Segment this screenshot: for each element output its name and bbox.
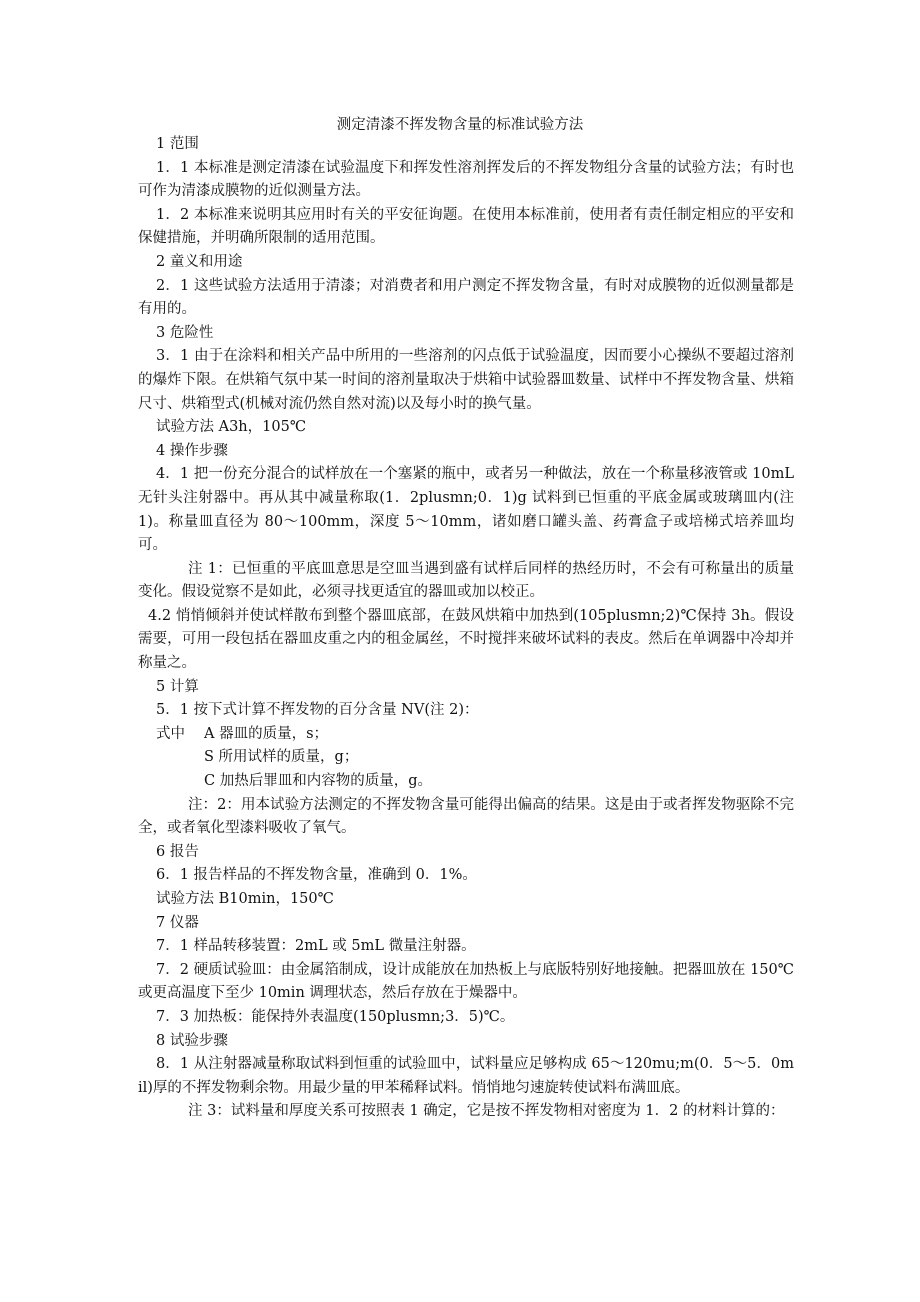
paragraph-1-2: 1．2 本标准来说明其应用时有关的平安征询题。在使用本标准前，使用者有责任制定相应的平安和保健措施，并明确所限制的适用范围。 (138, 206, 794, 247)
section-heading-test-procedure: 8 试验步骤 (156, 1032, 228, 1049)
paragraph-4-1: 4．1 把一份充分混合的试样放在一个塞紧的瓶中，或者另一种做法，放在一个称量移液管或 10mL 无针头注射器中。再从其中减量称取(1．2plusmn;0．1)g 试料到已恒重的平底金属或玻璃皿内(注 1)。称量皿直径为 80～100mm，深度 5～10mm，诸如磨口罐头盖、药膏盒子或培梯式培养皿均可。 (138, 466, 794, 554)
paragraph-4-2: 4.2 悄悄倾斜并使试样散布到整个器皿底部，在鼓风烘箱中加热到(105plusmn;2)℃保持 3h。假设需要，可用一段包括在器皿皮重之内的租金属丝，不时搅拌来破坏试料的表皮。然后在单调器中冷却并称量之。 (138, 607, 794, 672)
paragraph-5-1: 5．1 按下式计算不挥发物的百分含量 NV(注 2)： (156, 702, 479, 719)
document-body (138, 133, 794, 1124)
paragraph-7-2: 7．2 硬质试验皿：由金属箔制成，设计成能放在加热板上与底版特别好地接触。把器皿放在 150℃或更高温度下至少 10min 调理状态，然后存放在于燥器中。 (138, 961, 794, 1002)
paragraph-7-3: 7．3 加热板：能保持外表温度(150plusmn;3．5)℃。 (156, 1008, 515, 1025)
variable-s: S 所用试样的质量，g； (204, 749, 359, 766)
section-heading-calculation: 5 计算 (156, 678, 199, 695)
variable-a: A 器皿的质量，s； (204, 725, 329, 742)
note-1: 注 1：已恒重的平底皿意思是空皿当遇到盛有试样后同样的热经历时，不会有可称量出的质量变化。假设觉察不是如此，必须寻找更适宜的器皿或加以校正。 (138, 560, 794, 601)
variable-c: C 加热后罪皿和内容物的质量，g。 (204, 773, 432, 790)
note-2: 注：2：用本试验方法测定的不挥发物含量可能得出偏高的结果。这是由于或者挥发物驱除不完全，或者氧化型漆料吸收了氧气。 (138, 796, 794, 837)
formula-variable-c (138, 770, 794, 794)
paragraph-1-1: 1．1 本标准是测定清漆在试验温度下和挥发性溶剂挥发后的不挥发物组分含量的试验方法；有时也可作为清漆成膜物的近似测量方法。 (138, 159, 794, 200)
formula-lead: 式中 (156, 725, 185, 742)
section-heading-scope: 1 范围 (156, 136, 199, 152)
formula-variable-s (138, 746, 794, 770)
section-heading-procedure: 4 操作步骤 (156, 442, 228, 459)
paragraph-8-1: 8．1 从注射器减量称取试料到恒重的试验皿中，试料量应足够构成 65～120mu;m(0．5～5．0mil)厚的不挥发物剩余物。用最少量的甲苯稀释试料。悄悄地匀速旋转使试料布满皿底。 (138, 1056, 794, 1096)
section-heading-significance: 2 童义和用途 (156, 253, 243, 270)
section-heading-report: 6 报告 (156, 843, 199, 860)
note-3: 注 3：试料量和厚度关系可按照表 1 确定，它是按不挥发物相对密度为 1．2 的材料计算的： (188, 1103, 785, 1120)
document-title: 测定清漆不挥发物含量的标准试验方法 (336, 117, 584, 133)
method-a-heading: 试验方法 A3h，105℃ (156, 419, 307, 436)
paragraph-6-1: 6．1 报告样品的不挥发物含量，准确到 0．1%。 (156, 867, 477, 884)
paragraph-3-1: 3．1 由于在涂料和相关产品中所用的一些溶剂的闪点低于试验温度，因而要小心操纵不要超过溶剂的爆炸下限。在烘箱气氛中某一时间的溶剂量取决于烘箱中试验器皿数量、试样中不挥发物含量、烘箱尺寸、烘箱型式(机械对流仍然自然对流)以及每小时的换气量。 (138, 348, 794, 412)
section-heading-apparatus: 7 仪器 (156, 914, 199, 931)
paragraph-2-1: 2．1 这些试验方法适用于清漆；对消费者和用户测定不挥发物含量，有时对成膜物的近似测量都是有用的。 (138, 277, 794, 318)
paragraph-7-1: 7．1 样品转移装置：2mL 或 5mL 微量注射器。 (156, 938, 476, 955)
formula-variable-a (138, 723, 794, 747)
section-heading-hazards: 3 危险性 (156, 324, 214, 341)
method-b-heading: 试验方法 B10min，150℃ (156, 891, 334, 907)
